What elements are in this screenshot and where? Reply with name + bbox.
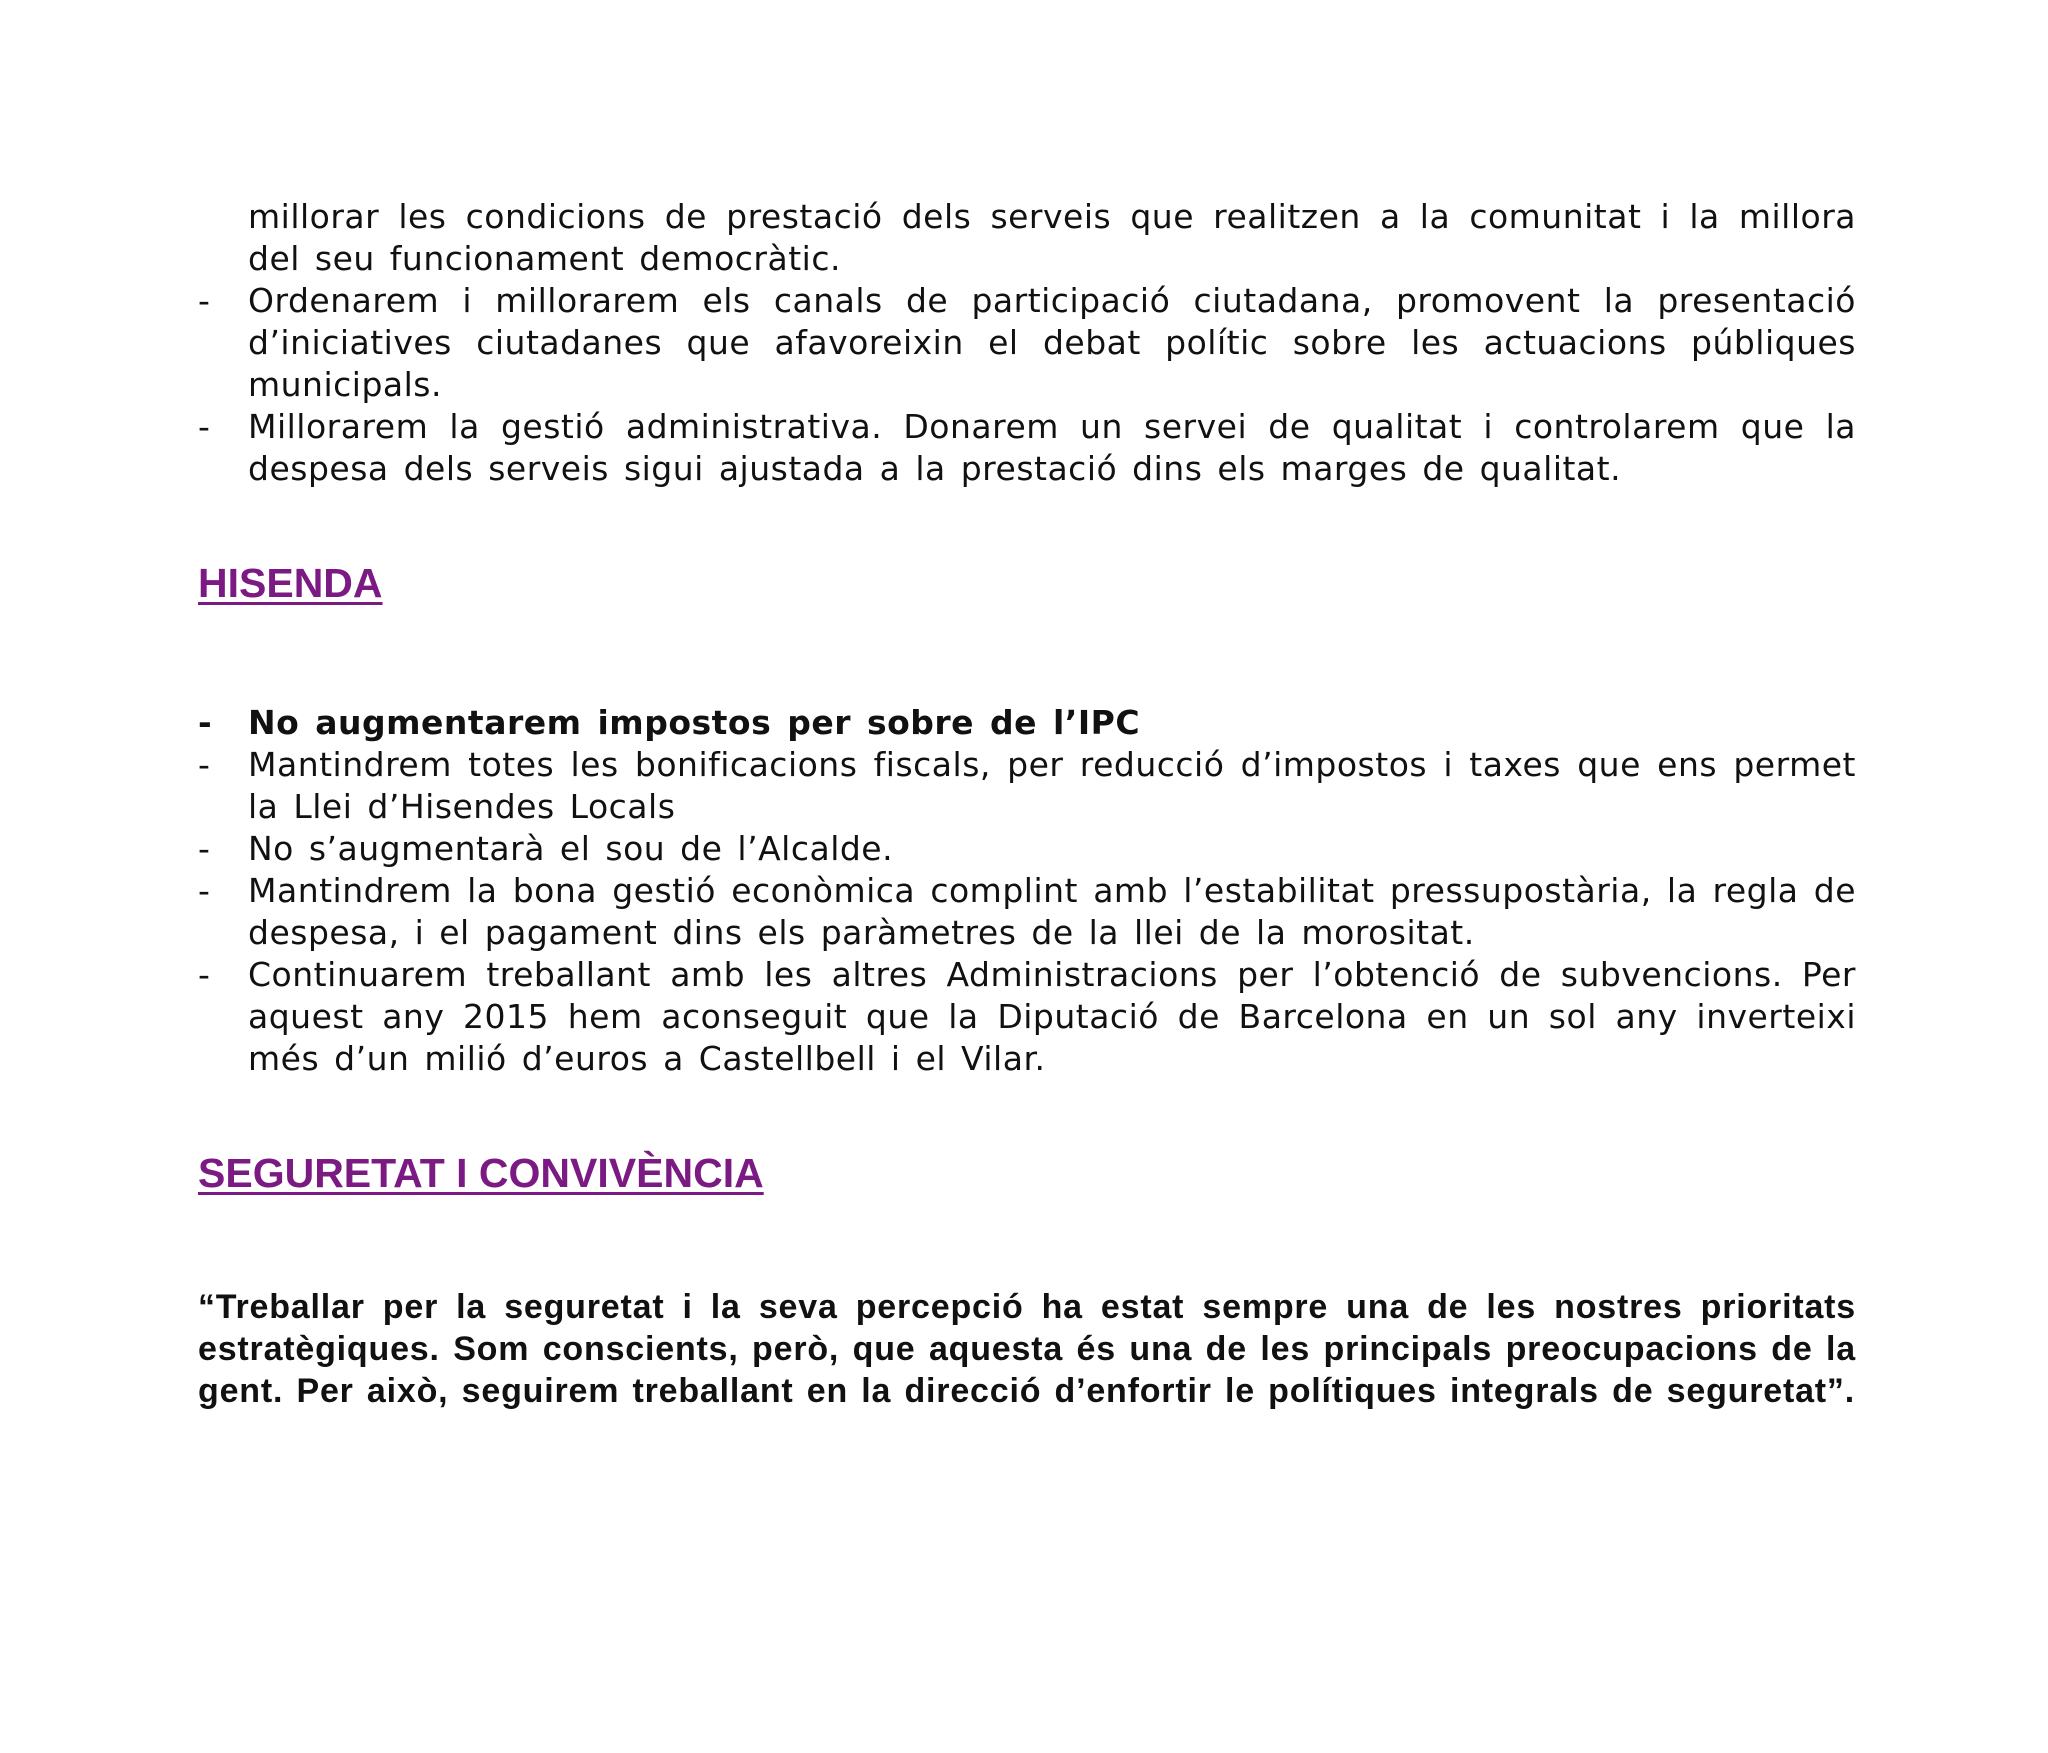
bullet-dash: - xyxy=(198,871,211,910)
bullet-dash: - xyxy=(198,281,211,320)
list-item-text: Continuarem treballant amb les altres Administracions per l’obtenció de subvencions. Per aquest any 2015 hem aconseguit que la Diputació de Barcelona en un sol any inverteixi més d’un milió d’euros a Castellbell i el Vilar. xyxy=(248,955,1856,1078)
list-item xyxy=(198,406,1856,490)
list-item xyxy=(198,870,1856,954)
list-item-text: No s’augmentarà el sou de l’Alcalde. xyxy=(248,829,894,868)
list-item-text: Mantindrem la bona gestió econòmica complint amb l’estabilitat pressupostària, la regla de despesa, i el pagament dins els paràmetres de la llei de la morositat. xyxy=(248,871,1856,952)
bullet-dash: - xyxy=(198,703,213,742)
list-item-text: Mantindrem totes les bonificacions fiscals, per reducció d’impostos i taxes que ens permet la Llei d’Hisendes Locals xyxy=(248,745,1856,826)
list-item xyxy=(198,828,1856,870)
section-heading-seguretat: SEGURETAT I CONVIVÈNCIA xyxy=(198,1150,764,1196)
bullet-dash: - xyxy=(198,407,211,446)
seguretat-quote: “Treballar per la seguretat i la seva percepció ha estat sempre una de les nostres prioritats estratègiques. Som conscients, però, que aquesta és una de les principals preocupacions de la gent. Per això, seguirem treballant en la direcció d’enfortir le polítiques integrals de seguretat”. xyxy=(198,1288,1856,1410)
document-page xyxy=(198,196,1856,1446)
list-item xyxy=(198,744,1856,828)
list-item xyxy=(198,280,1856,406)
list-item-text: Ordenarem i millorarem els canals de participació ciutadana, promovent la presentació d’iniciatives ciutadanes que afavoreixin el debat polític sobre les actuacions públiques municipals. xyxy=(248,281,1856,404)
bullet-dash: - xyxy=(198,829,211,868)
section-heading-hisenda: HISENDA xyxy=(198,560,383,606)
list-item xyxy=(198,702,1856,744)
list-item-text: No augmentarem impostos per sobre de l’IPC xyxy=(248,703,1141,742)
hisenda-list xyxy=(198,702,1856,1080)
list-item-text: millorar les condicions de prestació dels serveis que realitzen a la comunitat i la millora del seu funcionament democràtic. xyxy=(248,197,1856,278)
list-item xyxy=(198,196,1856,280)
bullet-dash: - xyxy=(198,955,211,994)
intro-list xyxy=(198,196,1856,490)
list-item xyxy=(198,954,1856,1080)
list-item-text: Millorarem la gestió administrativa. Donarem un servei de qualitat i controlarem que la despesa dels serveis sigui ajustada a la prestació dins els marges de qualitat. xyxy=(248,407,1856,488)
bullet-dash: - xyxy=(198,745,211,784)
